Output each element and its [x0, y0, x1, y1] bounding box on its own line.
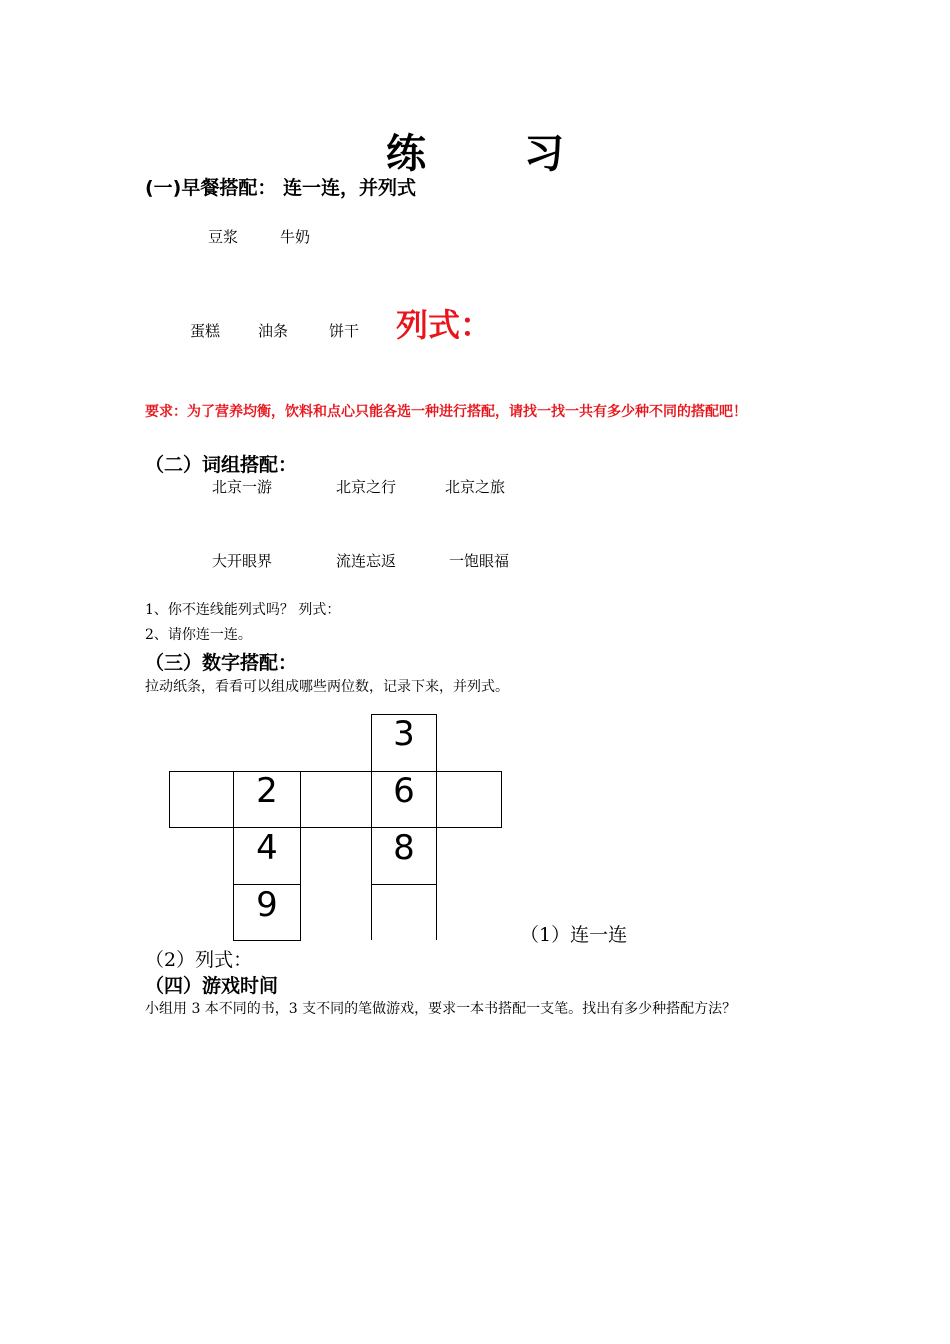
strip-digit: 6	[393, 771, 415, 811]
question-1: 1、你不连线能列式吗？ 列式：	[145, 602, 341, 618]
word-item: 北京一游	[212, 478, 273, 496]
strip-digit: 4	[256, 828, 278, 868]
word-item: 北京之行	[336, 478, 397, 496]
word-item: 流连忘返	[336, 552, 397, 570]
formula-label: 列式：	[396, 306, 493, 344]
task-2: （2）列式：	[145, 949, 253, 971]
word-item: 北京之旅	[445, 478, 506, 496]
grid-line	[371, 884, 437, 885]
strip-digit: 8	[393, 828, 415, 868]
snack-item: 饼干	[329, 322, 360, 340]
grid-line	[169, 771, 502, 772]
word-item: 大开眼界	[212, 552, 273, 570]
drink-item: 牛奶	[280, 228, 311, 246]
section2-heading: （二）词组搭配：	[145, 454, 298, 476]
grid-line	[300, 771, 301, 941]
snack-item: 蛋糕	[190, 322, 221, 340]
grid-line	[501, 771, 502, 828]
strip-digit: 9	[256, 885, 278, 925]
strip-digit: 2	[256, 771, 278, 811]
snack-item: 油条	[258, 322, 289, 340]
requirement-text: 要求：为了营养均衡，饮料和点心只能各选一种进行搭配，请找一找一共有多少种不同的搭配吧！	[145, 404, 747, 420]
strip-digit: 3	[393, 714, 415, 754]
grid-line	[233, 940, 301, 941]
drink-item: 豆浆	[208, 228, 239, 246]
task-1: （1）连一连	[520, 924, 628, 946]
section3-instruction: 拉动纸条，看看可以组成哪些两位数，记录下来，并列式。	[145, 679, 509, 695]
section4-heading: （四）游戏时间	[145, 975, 279, 997]
section1-heading: (一)早餐搭配： 连一连，并列式	[145, 177, 416, 199]
section3-heading: （三）数字搭配：	[145, 652, 298, 674]
grid-line	[169, 771, 170, 828]
question-2: 2、请你连一连。	[145, 627, 252, 643]
page-title: 练 习	[386, 130, 606, 177]
grid-line	[169, 827, 502, 828]
section4-text: 小组用 3 本不同的书，3 支不同的笔做游戏，要求一本书搭配一支笔。找出有多少种搭配方法？	[145, 1001, 737, 1017]
word-item: 一饱眼福	[449, 552, 510, 570]
